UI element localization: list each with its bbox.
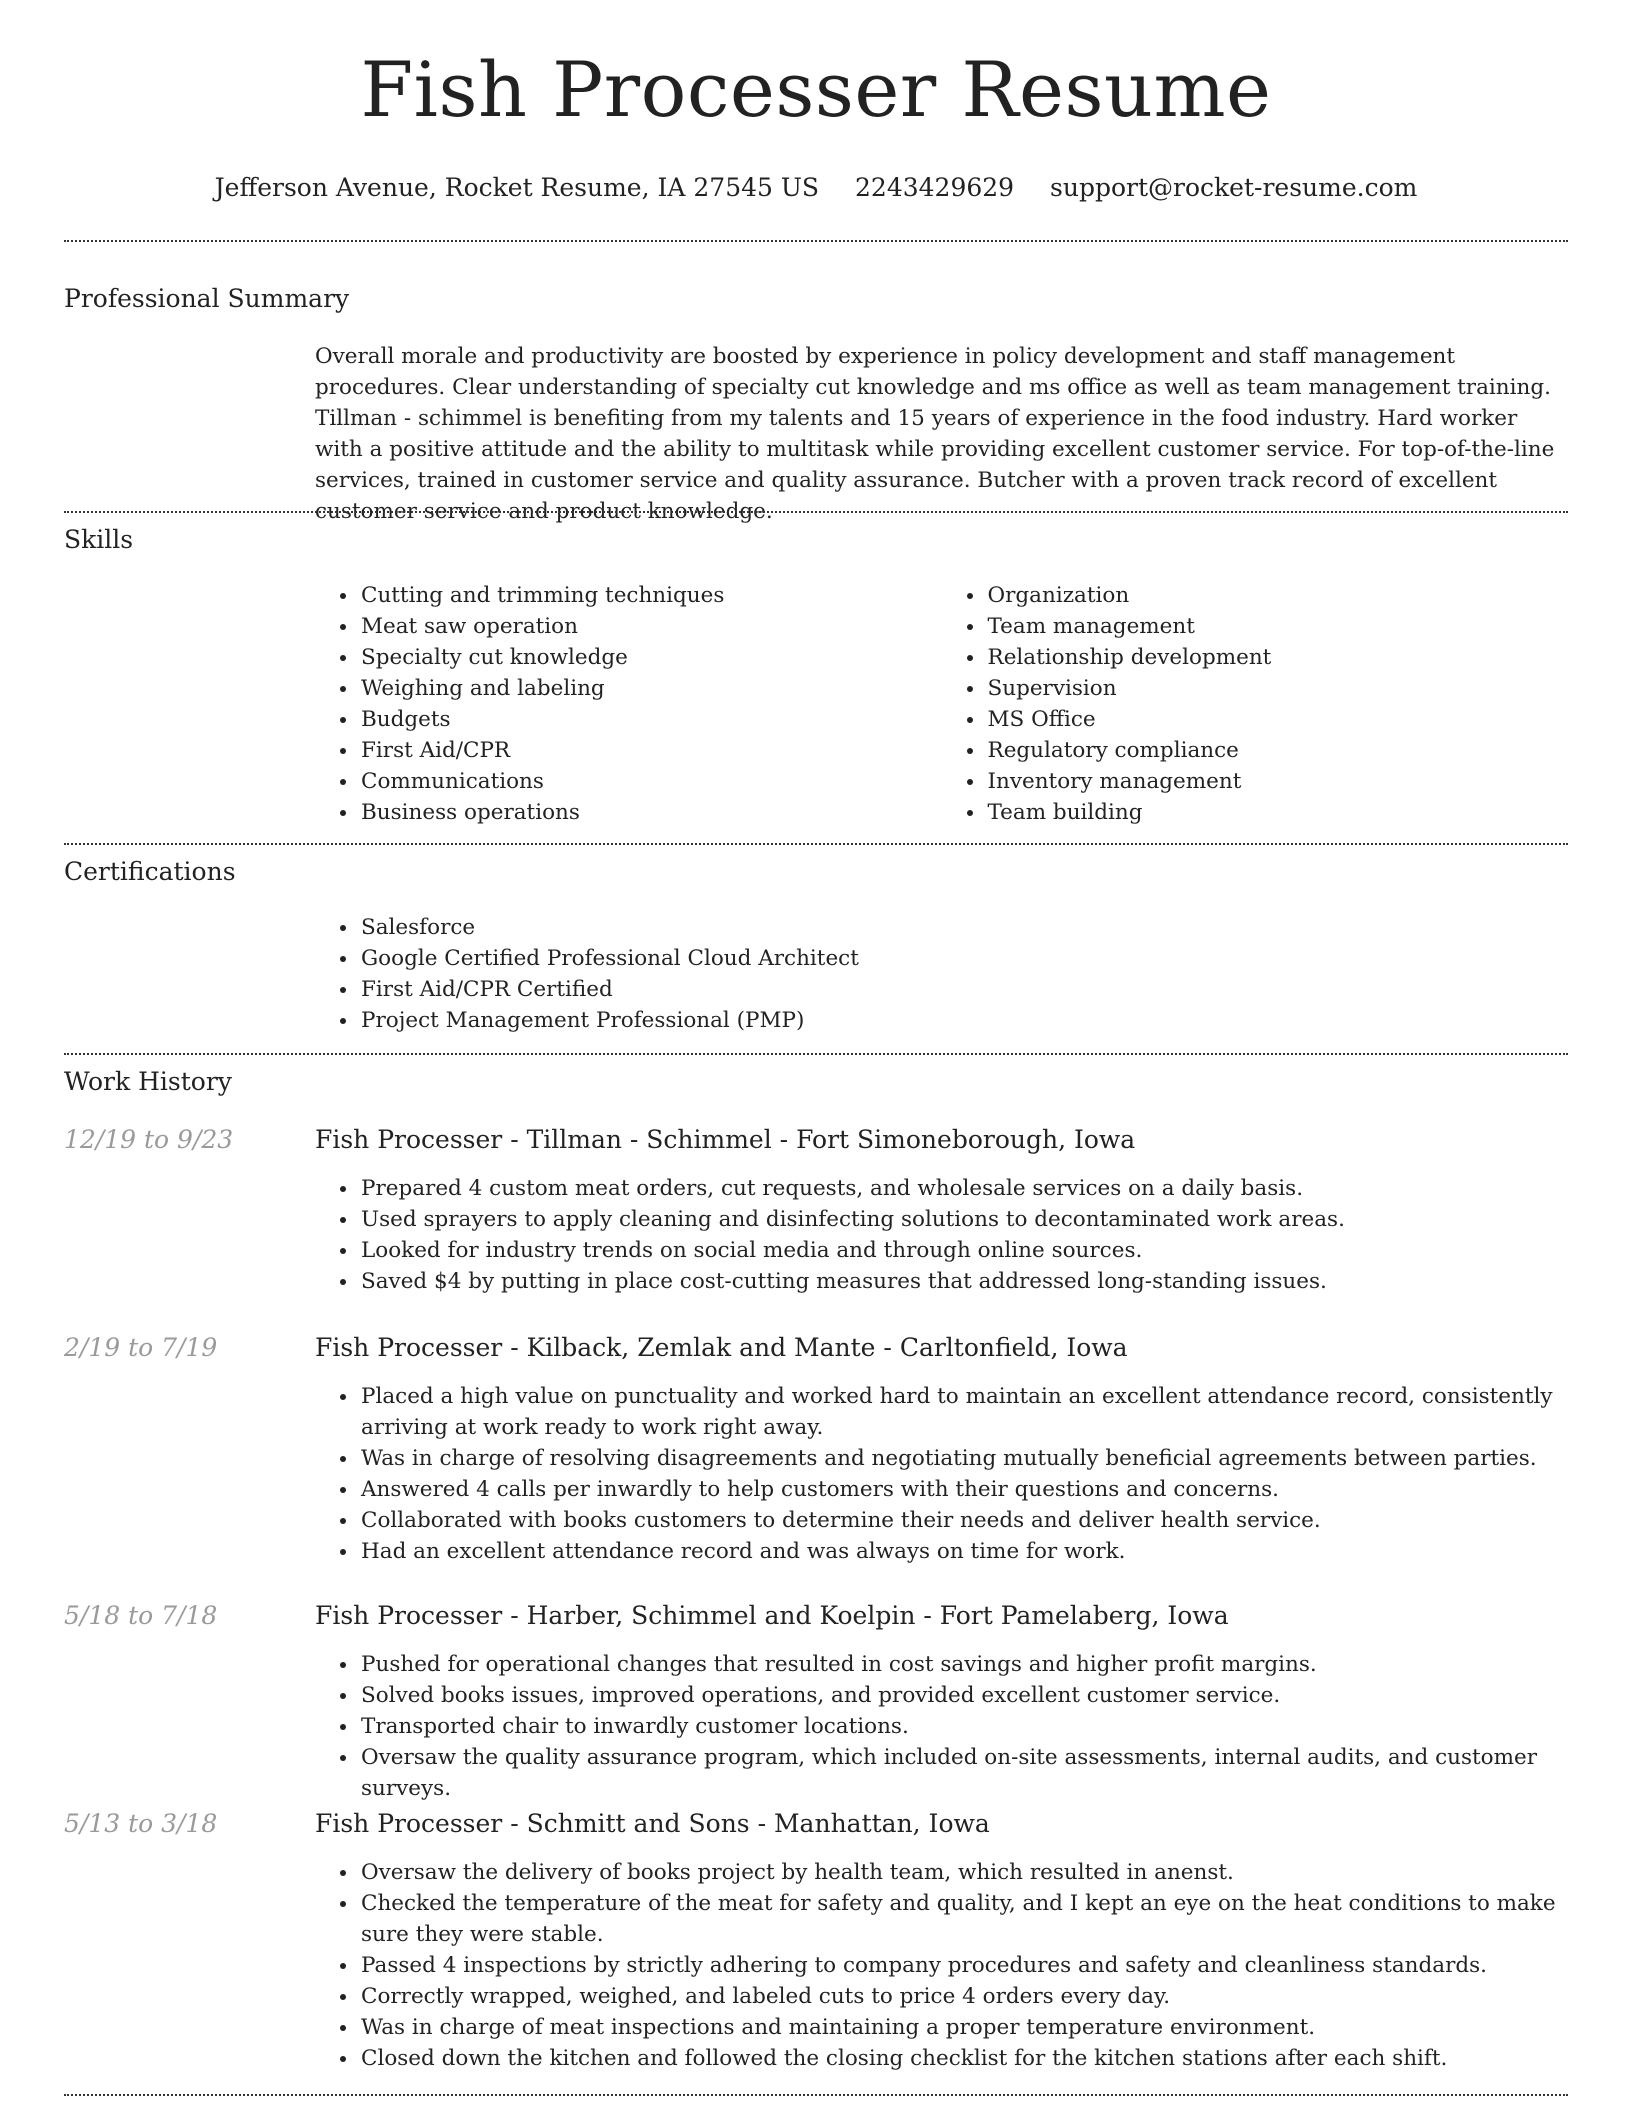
certifications-heading: Certifications xyxy=(64,857,236,886)
skill-item: • Regulatory compliance xyxy=(986,735,1569,766)
job-bullet: • Checked the temperature of the meat for safety and quality, and I kept an eye on the heat conditions to make sure they were stable. xyxy=(359,1888,1568,1950)
job-bullet: • Collaborated with books customers to determine their needs and deliver health service. xyxy=(359,1505,1568,1536)
skill-item: • Business operations xyxy=(359,797,942,828)
job-bullet: • Placed a high value on punctuality and worked hard to maintain an excellent attendance record, consistently arriving at work ready to work right away. xyxy=(359,1381,1568,1443)
skill-item: • Specialty cut knowledge xyxy=(359,642,942,673)
contact-email: support@rocket-resume.com xyxy=(1050,173,1418,202)
job-title: Fish Processer - Harber, Schimmel and Koelpin - Fort Pamelaberg, Iowa xyxy=(315,1601,1229,1630)
section-divider xyxy=(64,240,1568,242)
skill-item: • Cutting and trimming techniques xyxy=(359,580,942,611)
skill-item: • Communications xyxy=(359,766,942,797)
job-title: Fish Processer - Kilback, Zemlak and Mante - Carltonfield, Iowa xyxy=(315,1333,1128,1362)
job-bullet: • Pushed for operational changes that resulted in cost savings and higher profit margins. xyxy=(359,1649,1568,1680)
job-bullet: • Oversaw the quality assurance program, which included on-site assessments, internal audits, and customer surveys. xyxy=(359,1742,1568,1804)
certification-item: • Project Management Professional (PMP) xyxy=(359,1005,1568,1036)
summary-text: Overall morale and productivity are boosted by experience in policy development and staff management procedures. Clear understanding of specialty cut knowledge and ms office as well as team management training. Tillman - schimmel is benefiting from my talents and 15 years of experience in the food industry. Hard worker with a positive attitude and the ability to multitask while providing excellent customer service. For top-of-the-line services, trained in customer service and quality assurance. Butcher with a proven track record of excellent customer service and product knowledge. xyxy=(315,344,1555,524)
skill-item: • Organization xyxy=(986,580,1569,611)
job-dates: 12/19 to 9/23 xyxy=(64,1125,234,1154)
job-dates: 5/13 to 3/18 xyxy=(64,1809,218,1838)
job-bullet: • Was in charge of resolving disagreements and negotiating mutually beneficial agreements between parties. xyxy=(359,1443,1568,1474)
certifications-section xyxy=(315,912,1568,1036)
job-bullet: • Looked for industry trends on social media and through online sources. xyxy=(359,1235,1568,1266)
skill-item: • Relationship development xyxy=(986,642,1569,673)
section-divider xyxy=(64,843,1568,845)
job-bullet: • Had an excellent attendance record and was always on time for work. xyxy=(359,1536,1568,1567)
work-history-heading: Work History xyxy=(64,1067,232,1096)
resume-title: Fish Processer Resume xyxy=(360,45,1272,134)
section-divider xyxy=(64,2094,1568,2096)
skill-item: • MS Office xyxy=(986,704,1569,735)
skills-list-left xyxy=(315,580,942,828)
job-bullet: • Transported chair to inwardly customer locations. xyxy=(359,1711,1568,1742)
certifications-list xyxy=(315,912,1568,1036)
job-bullet: • Solved books issues, improved operations, and provided excellent customer service. xyxy=(359,1680,1568,1711)
summary-section xyxy=(315,341,1568,527)
skill-item: • Inventory management xyxy=(986,766,1569,797)
skills-section xyxy=(315,580,1568,828)
skill-item: • Weighing and labeling xyxy=(359,673,942,704)
job-bullet: • Saved $4 by putting in place cost-cutting measures that addressed long-standing issues. xyxy=(359,1266,1568,1297)
job-bullet: • Was in charge of meat inspections and maintaining a proper temperature environment. xyxy=(359,2012,1568,2043)
job-dates: 2/19 to 7/19 xyxy=(64,1333,218,1362)
skill-item: • Budgets xyxy=(359,704,942,735)
job-bullet: • Answered 4 calls per inwardly to help customers with their questions and concerns. xyxy=(359,1474,1568,1505)
job-bullets xyxy=(315,1649,1568,1804)
job-bullet: • Oversaw the delivery of books project by health team, which resulted in anenst. xyxy=(359,1857,1568,1888)
job-bullet: • Correctly wrapped, weighed, and labeled cuts to price 4 orders every day. xyxy=(359,1981,1568,2012)
skill-item: • First Aid/CPR xyxy=(359,735,942,766)
job-bullets xyxy=(315,1381,1568,1567)
job-bullets xyxy=(315,1173,1568,1297)
skill-item: • Team management xyxy=(986,611,1569,642)
certification-item: • First Aid/CPR Certified xyxy=(359,974,1568,1005)
certification-item: • Salesforce xyxy=(359,912,1568,943)
skill-item: • Meat saw operation xyxy=(359,611,942,642)
skills-heading: Skills xyxy=(64,525,134,554)
job-title: Fish Processer - Schmitt and Sons - Manhattan, Iowa xyxy=(315,1809,990,1838)
certification-item: • Google Certified Professional Cloud Architect xyxy=(359,943,1568,974)
job-dates: 5/18 to 7/18 xyxy=(64,1601,218,1630)
summary-heading: Professional Summary xyxy=(64,284,350,313)
job-bullet: • Prepared 4 custom meat orders, cut requests, and wholesale services on a daily basis. xyxy=(359,1173,1568,1204)
skills-list-right xyxy=(942,580,1569,828)
job-bullet: • Used sprayers to apply cleaning and disinfecting solutions to decontaminated work areas. xyxy=(359,1204,1568,1235)
job-bullets xyxy=(315,1857,1568,2074)
skill-item: • Supervision xyxy=(986,673,1569,704)
job-title: Fish Processer - Tillman - Schimmel - Fort Simoneborough, Iowa xyxy=(315,1125,1136,1154)
skill-item: • Team building xyxy=(986,797,1569,828)
contact-line xyxy=(0,173,1632,203)
contact-address: Jefferson Avenue, Rocket Resume, IA 27545 US xyxy=(214,173,820,202)
section-divider xyxy=(64,1053,1568,1055)
job-bullet: • Closed down the kitchen and followed the closing checklist for the kitchen stations after each shift. xyxy=(359,2043,1568,2074)
job-bullet: • Passed 4 inspections by strictly adhering to company procedures and safety and cleanliness standards. xyxy=(359,1950,1568,1981)
contact-phone: 2243429629 xyxy=(855,173,1015,202)
section-divider xyxy=(64,511,1568,513)
